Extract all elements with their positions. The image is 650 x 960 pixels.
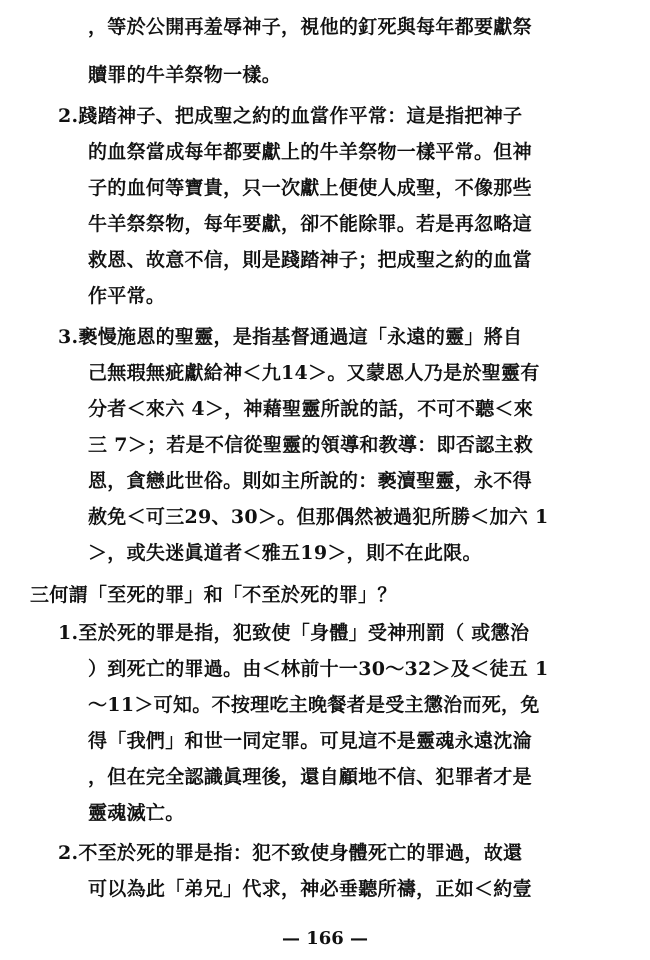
text-line: ～11＞可知。不按理吃主晚餐者是受主懲治而死，免 <box>88 694 540 716</box>
text-line: 牛羊祭祭物，每年要獻，卻不能除罪。若是再忽略這 <box>88 213 532 235</box>
text-line: 1.至於死的罪是指，犯致使「身體」受神刑罰（ 或懲治 <box>58 622 530 644</box>
text-line: 分者＜來六 4＞，神藉聖靈所說的話，不可不聽＜來 <box>88 398 534 420</box>
section-heading: 三何謂「至死的罪」和「不至於死的罪」？ <box>30 584 397 606</box>
text-line: 2.不至於死的罪是指：犯不致使身體死亡的罪過，故還 <box>58 842 523 864</box>
text-line: 贖罪的牛羊祭物一樣。 <box>88 64 282 86</box>
text-line: 3.褻慢施恩的聖靈，是指基督通過這「永遠的靈」將自 <box>58 326 523 348</box>
text-line: 2.踐踏神子、把成聖之約的血當作平常：這是指把神子 <box>58 105 523 127</box>
text-line: 救恩、故意不信，則是踐踏神子；把成聖之約的血當 <box>88 249 532 271</box>
text-line: 恩，貪戀此世俗。則如主所說的：褻瀆聖靈，永不得 <box>88 470 532 492</box>
text-line: ，等於公開再羞辱神子，視他的釘死與每年都要獻祭 <box>88 16 532 38</box>
text-line: 赦免＜可三29、30＞。但那偶然被過犯所勝＜加六 1 <box>88 506 549 528</box>
page-number: — 166 — <box>281 928 369 949</box>
text-line: ）到死亡的罪過。由＜林前十一30～32＞及＜徒五 1 <box>88 658 549 680</box>
text-line: 子的血何等寶貴，只一次獻上便使人成聖，不像那些 <box>88 177 532 199</box>
text-line: ，但在完全認識眞理後，還自顧地不信、犯罪者才是 <box>88 766 532 788</box>
text-line: ＞，或失迷眞道者＜雅五19＞，則不在此限。 <box>88 542 482 564</box>
text-line: 靈魂滅亡。 <box>88 802 185 824</box>
text-line: 三 7＞；若是不信從聖靈的領導和教導：即否認主救 <box>88 434 534 456</box>
text-line: 作平常。 <box>88 285 166 307</box>
text-line: 得「我們」和世一同定罪。可見這不是靈魂永遠沈淪 <box>88 730 532 752</box>
text-line: 己無瑕無疵獻給神＜九14＞。又蒙恩人乃是於聖靈有 <box>88 362 540 384</box>
text-line: 的血祭當成每年都要獻上的牛羊祭物一樣平常。但神 <box>88 141 532 163</box>
text-line: 可以為此「弟兄」代求，神必垂聽所禱，正如＜約壹 <box>88 878 532 900</box>
